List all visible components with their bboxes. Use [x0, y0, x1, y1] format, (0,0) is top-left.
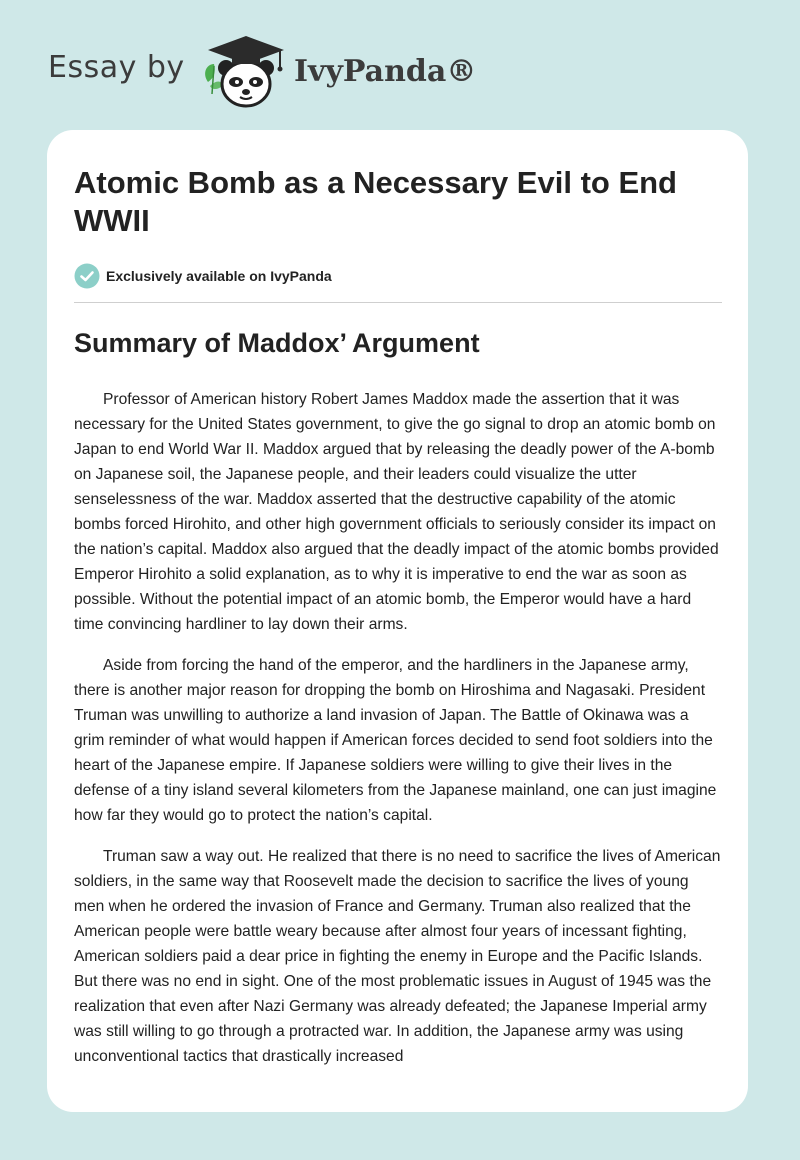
paragraph: Aside from forcing the hand of the emperor, and the hardliners in the Japanese army, there is another major reason for dropping the bomb on Hiroshima and Nagasaki. President Truman was unwilling to authorize a land invasion of Japan. The Battle of Okinawa was a grim reminder of what would happen if American forces decided to send foot soldiers into the heart of the Japanese empire. If Japanese soldiers were willing to give their lives in the defense of a tiny island several kilometers from the Japanese mainland, one can just imagine how far they would go to protect the nation’s capital.: [74, 657, 717, 824]
essay-card: [47, 130, 748, 1112]
paragraph: Professor of American history Robert James Maddox made the assertion that it was necessary for the United States government, to give the go signal to drop an atomic bomb on Japan to end World War II. Maddox argued that by releasing the deadly power of the A-bomb on Japanese soil, the Japanese people, and their leaders could visualize the utter senselessness of the war. Maddox asserted that the destructive capability of the atomic bombs forced Hirohito, and other high government officials to seriously consider its impact on the nation’s capital. Maddox also argued that the deadly impact of the atomic bombs provided Emperor Hirohito a solid explanation, as to why it is imperative to end the war as soon as possible. Without the potential impact of an atomic bomb, the Emperor would have a hard time convincing hardliner to lay down their arms.: [74, 391, 719, 633]
brand-name[interactable]: IvyPanda®: [294, 54, 477, 89]
site-header: [0, 0, 800, 130]
essay-by-label: Essay by: [48, 50, 185, 85]
exclusive-badge: [74, 263, 332, 289]
section-heading: Summary of Maddox’ Argument: [74, 328, 480, 358]
paragraph: Truman saw a way out. He realized that there is no need to sacrifice the lives of American soldiers, in the same way that Roosevelt made the decision to sacrifice the lives of young men when he ordered the invasion of France and Germany. Truman also realized that the American people were battle weary because after almost four years of incessant fighting, American soldiers paid a dear price in fighting the enemy in Europe and the Pacific Islands. But there was no end in sight. One of the most problematic issues in August of 1945 was the realization that even after Nazi Germany was already defeated; the Japanese Imperial army was still willing to go through a protracted war. In addition, the Japanese army was using unconventional tactics that drastically increased: [74, 848, 721, 1065]
divider: [74, 302, 722, 303]
essay-body: [74, 387, 722, 1085]
panda-graduate-logo-icon[interactable]: [200, 34, 292, 110]
check-circle-icon: [74, 263, 100, 289]
exclusive-badge-label: Exclusively available on IvyPanda: [106, 268, 332, 284]
page-title: Atomic Bomb as a Necessary Evil to End WWII: [74, 165, 677, 238]
